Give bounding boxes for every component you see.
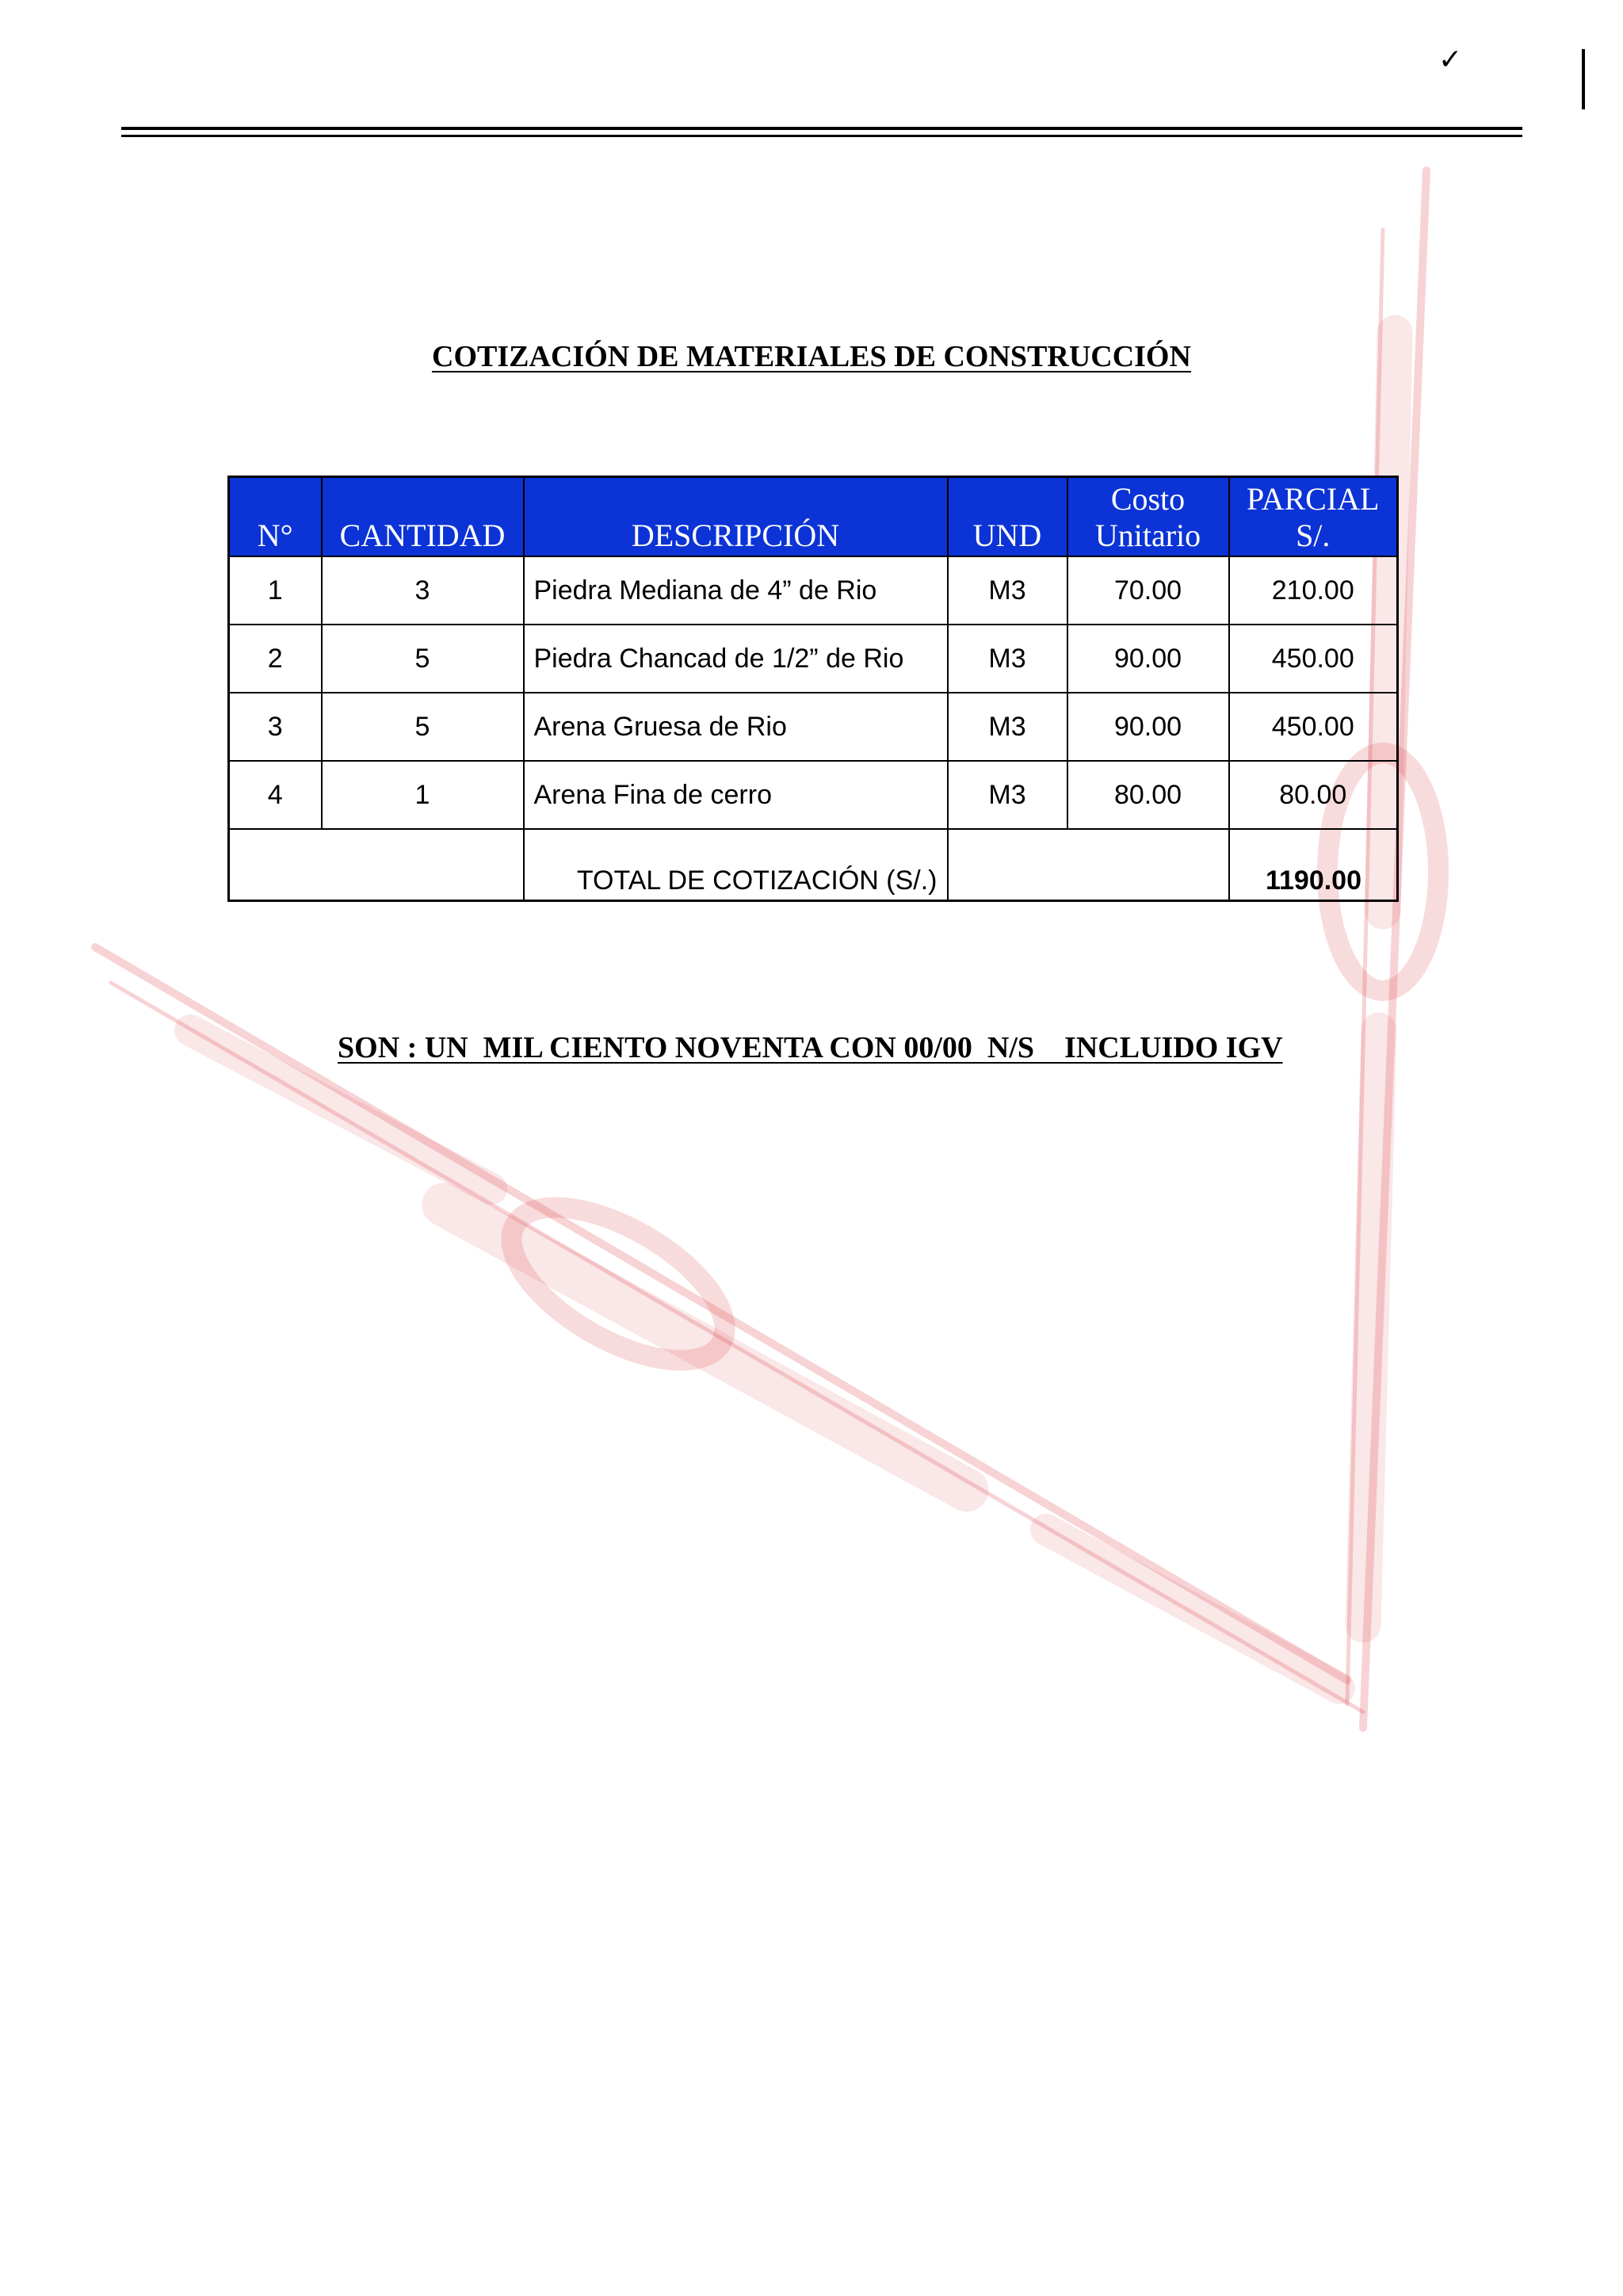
table-header-row	[229, 477, 1398, 557]
total-row	[229, 829, 1398, 901]
cell-und: M3	[948, 761, 1067, 829]
header-descripcion: DESCRIPCIÓN	[524, 477, 948, 557]
cell-n: 3	[229, 693, 322, 761]
header-und: UND	[948, 477, 1067, 557]
table-row	[229, 693, 1398, 761]
total-empty-cell	[229, 829, 524, 901]
cell-cantidad: 5	[322, 625, 524, 693]
header-bar-mark	[1582, 49, 1585, 109]
checkmark-icon: ✓	[1438, 44, 1463, 76]
cell-n: 2	[229, 625, 322, 693]
cell-cantidad: 5	[322, 693, 524, 761]
cell-descripcion: Piedra Chancad de 1/2” de Rio	[524, 625, 948, 693]
cell-parcial: 450.00	[1229, 693, 1398, 761]
header-costo-line1: Costo	[1110, 481, 1186, 517]
total-label: TOTAL DE COTIZACIÓN (S/.)	[524, 829, 948, 901]
document-title: COTIZACIÓN DE MATERIALES DE CONSTRUCCIÓN	[432, 340, 1191, 373]
cell-costo: 80.00	[1067, 761, 1229, 829]
header-rule	[121, 127, 1522, 130]
header-parcial-line1: PARCIAL	[1247, 481, 1380, 517]
cell-und: M3	[948, 693, 1067, 761]
cell-descripcion: Piedra Mediana de 4” de Rio	[524, 556, 948, 625]
cell-costo: 70.00	[1067, 556, 1229, 625]
cell-parcial: 450.00	[1229, 625, 1398, 693]
cell-und: M3	[948, 625, 1067, 693]
header-costo-line2: Unitario	[1094, 518, 1201, 553]
table-row	[229, 761, 1398, 829]
cell-n: 1	[229, 556, 322, 625]
cell-parcial: 210.00	[1229, 556, 1398, 625]
header-parcial	[1229, 477, 1398, 557]
header-n: N°	[229, 477, 322, 557]
table-row	[229, 625, 1398, 693]
cell-n: 4	[229, 761, 322, 829]
cell-costo: 90.00	[1067, 693, 1229, 761]
cell-descripcion: Arena Gruesa de Rio	[524, 693, 948, 761]
amount-in-words: SON : UN MIL CIENTO NOVENTA CON 00/00 N/S INCLUIDO IGV	[338, 1031, 1283, 1064]
cell-cantidad: 3	[322, 556, 524, 625]
total-empty-cell-2	[948, 829, 1229, 901]
quotation-table	[227, 476, 1399, 902]
cell-cantidad: 1	[322, 761, 524, 829]
cell-costo: 90.00	[1067, 625, 1229, 693]
cell-und: M3	[948, 556, 1067, 625]
table-row	[229, 556, 1398, 625]
total-value: 1190.00	[1229, 829, 1398, 901]
header-costo-unitario	[1067, 477, 1229, 557]
header-cantidad: CANTIDAD	[322, 477, 524, 557]
header-parcial-line2: S/.	[1296, 518, 1331, 553]
cell-descripcion: Arena Fina de cerro	[524, 761, 948, 829]
cell-parcial: 80.00	[1229, 761, 1398, 829]
header-rule-secondary	[121, 135, 1522, 137]
